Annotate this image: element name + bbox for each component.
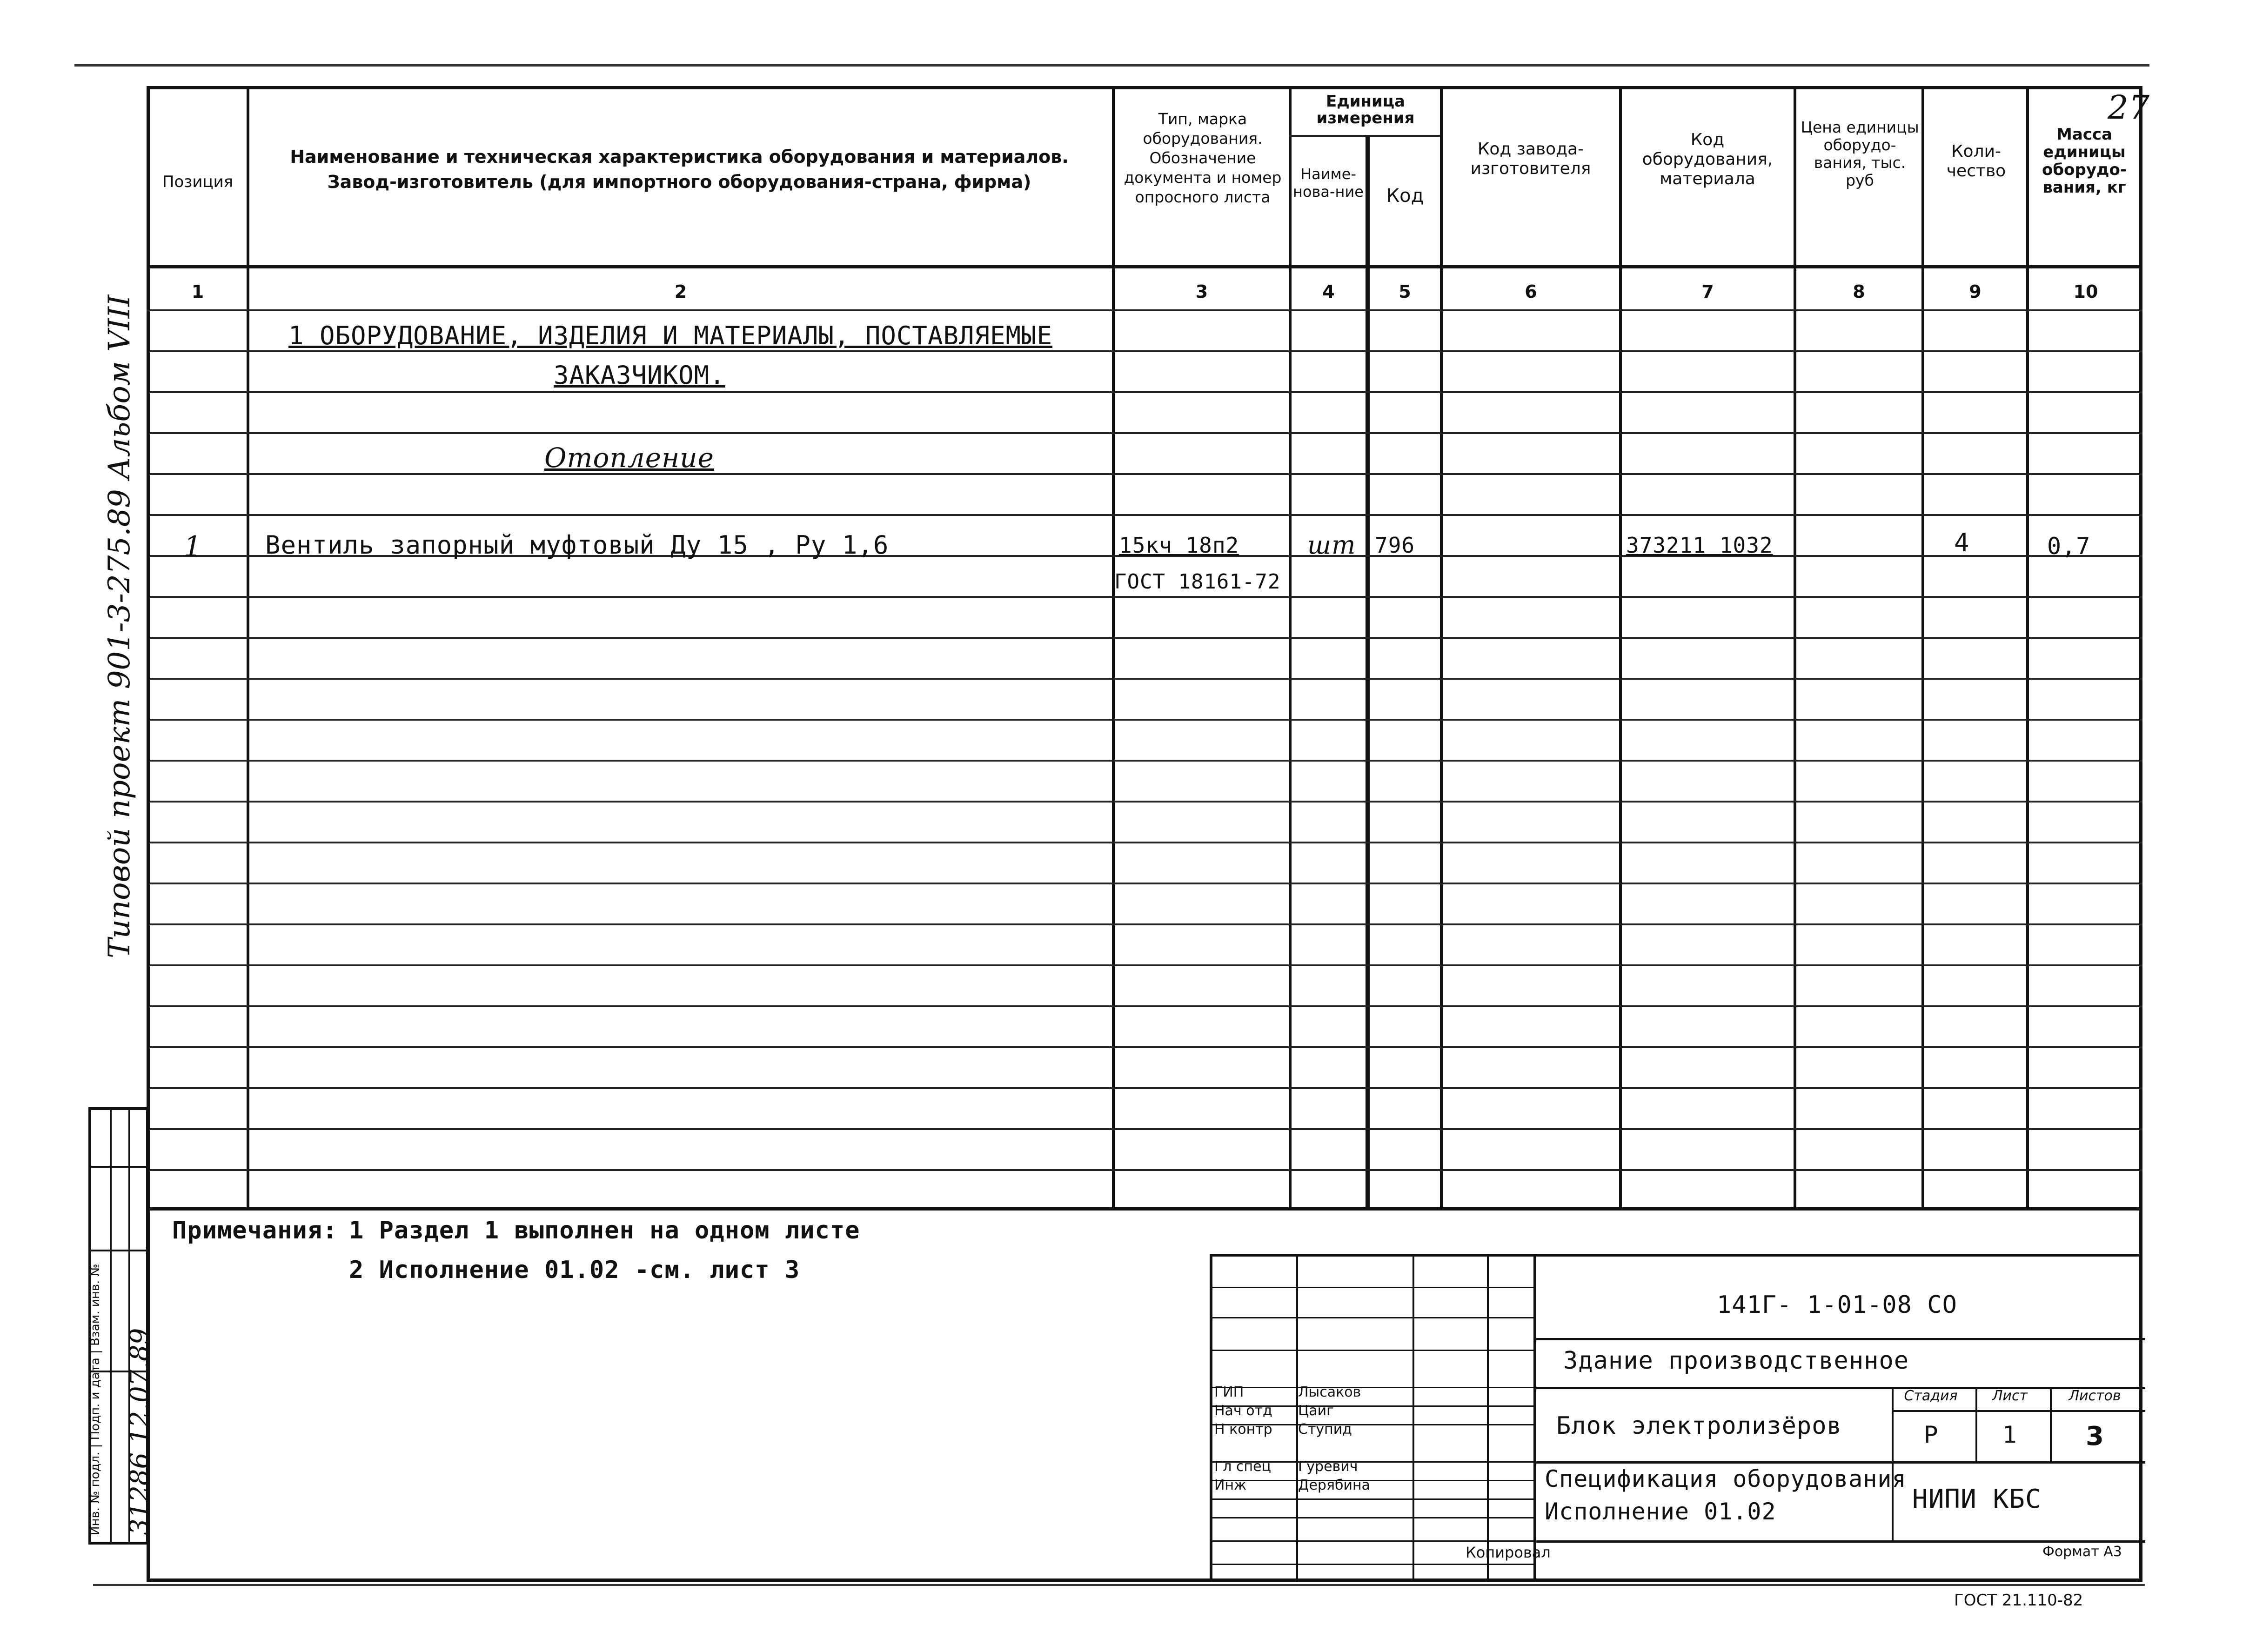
copied-label: Копировал xyxy=(1466,1544,1551,1561)
col-header-9: Коли-чество xyxy=(1946,142,2006,181)
table-row-line xyxy=(149,923,2142,925)
signature-name: Гуревич xyxy=(1298,1458,1358,1475)
signature-role: Гл спец xyxy=(1214,1458,1271,1475)
table-row-line xyxy=(149,473,2142,475)
row-1-equipment-code: 373211 1032 xyxy=(1626,533,1773,558)
building-name: Здание производственное xyxy=(1563,1347,1909,1375)
signature-grid-line xyxy=(1212,1498,1536,1500)
col-line-8 xyxy=(1921,86,1924,1207)
signature-grid-line xyxy=(1212,1287,1536,1288)
col-line-2 xyxy=(1112,86,1115,1207)
row-1-mass: 0,7 xyxy=(2047,533,2091,560)
table-row-line xyxy=(149,1087,2142,1089)
col-header-2: Наименование и техническая характеристика оборудования и материалов. Завод-изготовитель (для импортного оборудования-страна, фирма) xyxy=(290,147,1069,192)
sheet-label: Лист xyxy=(1992,1388,2028,1404)
section-title-line1: 1 ОБОРУДОВАНИЕ, ИЗДЕЛИЯ И МАТЕРИАЛЫ, ПОСТАВЛЯЕМЫЕ xyxy=(288,321,1053,350)
top-border-line xyxy=(74,64,2149,67)
table-row-line xyxy=(149,964,2142,966)
table-row-line xyxy=(149,1128,2142,1130)
table-row-line xyxy=(149,801,2142,803)
signature-grid-line xyxy=(1212,1387,1536,1388)
row-1-position: 1 xyxy=(184,530,202,563)
sheets-label: Листов xyxy=(2069,1388,2121,1404)
table-row-line xyxy=(149,514,2142,516)
signature-role: ГИП xyxy=(1214,1384,1244,1400)
col-number-6: 6 xyxy=(1525,281,1537,302)
col-number-7: 7 xyxy=(1701,281,1714,302)
sheets-value: 3 xyxy=(2086,1421,2104,1451)
title-line1: Спецификация оборудования xyxy=(1545,1465,1907,1492)
unit-group-header: Единица измерения xyxy=(1316,92,1415,127)
col-header-6: Код завода-изготовителя xyxy=(1470,140,1591,178)
col-number-9: 9 xyxy=(1969,281,1982,302)
table-row-line xyxy=(149,1169,2142,1171)
notes-label: Примечания: xyxy=(172,1217,338,1244)
signature-name: Лысаков xyxy=(1298,1384,1361,1400)
stage-value: Р xyxy=(1923,1421,1938,1448)
col-number-4: 4 xyxy=(1322,281,1335,302)
table-row-line xyxy=(149,637,2142,639)
col-header-3: Тип, марка оборудования. Обозначение документа и номер опросного листа xyxy=(1124,110,1282,206)
col-line-7 xyxy=(1794,86,1796,1207)
col-line-3 xyxy=(1289,86,1292,1207)
sheet-value: 1 xyxy=(2002,1421,2017,1448)
signature-grid-line xyxy=(1212,1350,1536,1351)
signature-role: Инж xyxy=(1214,1477,1247,1493)
col-header-7: Код оборудования, материала xyxy=(1642,130,1773,188)
col-header-10: Масса единицы оборудо-вания, кг xyxy=(2042,125,2127,197)
signature-role: Н контр xyxy=(1214,1421,1272,1438)
side-label: Типовой проект 901-3-275.89 Альбом VIII xyxy=(102,294,137,958)
table-row-line xyxy=(149,883,2142,884)
title-line2: Исполнение 01.02 xyxy=(1545,1498,1776,1525)
signature-grid-line xyxy=(1212,1517,1536,1518)
table-row-line xyxy=(149,432,2142,434)
row-1-name: Вентиль запорный муфтовый Ду 15 , Ру 1,6 xyxy=(265,530,889,560)
stamp-box-handwriting: 31286 12.07.89 xyxy=(125,1328,155,1535)
row-1-unit-name: шт xyxy=(1307,530,1356,560)
subsection-title: Отопление xyxy=(544,442,714,474)
col-header-4: Наиме-нова-ние xyxy=(1293,165,1364,201)
col-header-5: Код xyxy=(1386,185,1424,207)
gost-label: ГОСТ 21.110-82 xyxy=(1954,1591,2083,1610)
sheet-number: 27 xyxy=(2108,88,2150,127)
table-row-line xyxy=(149,1046,2142,1048)
col-number-5: 5 xyxy=(1399,281,1411,302)
col-line-5 xyxy=(1440,86,1443,1207)
table-row-line xyxy=(149,596,2142,598)
stamp-box-labels: Инв. № подл. | Подп. и дата | Взам. инв. № xyxy=(88,1264,102,1535)
row-1-type-mark: 15кч 18п2 xyxy=(1119,533,1239,558)
col-number-10: 10 xyxy=(2073,281,2098,302)
col-number-line xyxy=(147,309,2142,311)
stage-label: Стадия xyxy=(1904,1388,1958,1404)
note-2: 2 Исполнение 01.02 -см. лист 3 xyxy=(349,1256,800,1284)
signature-grid-line xyxy=(1212,1480,1536,1481)
organization: НИПИ КБС xyxy=(1912,1484,2042,1514)
col-header-1: Позиция xyxy=(162,173,234,191)
bottom-border-line xyxy=(93,1584,2145,1586)
signature-role: Нач отд xyxy=(1214,1403,1272,1419)
table-row-line xyxy=(149,350,2142,352)
section-title-line2: ЗАКАЗЧИКОМ. xyxy=(554,361,725,390)
table-row-line xyxy=(149,760,2142,762)
table-bottom-line xyxy=(147,1207,2142,1211)
col-line-1 xyxy=(247,86,249,1207)
table-row-line xyxy=(149,1005,2142,1007)
signature-name: Дерябина xyxy=(1298,1477,1370,1493)
row-1-type-doc: ГОСТ 18161-72 xyxy=(1114,570,1281,594)
row-1-quantity: 4 xyxy=(1954,528,1970,557)
header-bottom-line xyxy=(147,265,2142,268)
table-row-line xyxy=(149,391,2142,393)
table-row-line xyxy=(149,842,2142,843)
signature-grid-line xyxy=(1212,1564,1536,1565)
col-line-9 xyxy=(2026,86,2029,1207)
signature-grid-line xyxy=(1212,1317,1536,1318)
col-number-8: 8 xyxy=(1853,281,1865,302)
table-row-line xyxy=(149,678,2142,680)
signature-name: Ступид xyxy=(1298,1421,1352,1438)
table-row-line xyxy=(149,719,2142,721)
signature-name: Цаиг xyxy=(1298,1403,1334,1419)
signature-grid-line xyxy=(1212,1540,1536,1542)
object-name: Блок электролизёров xyxy=(1556,1412,1842,1440)
doc-code: 141Г- 1-01-08 СО xyxy=(1717,1291,1957,1319)
unit-group-line xyxy=(1289,135,1440,137)
format-label: Формат А3 xyxy=(2042,1544,2122,1560)
col-number-1: 1 xyxy=(191,281,204,302)
col-header-8: Цена единицы оборудо-вания, тыс. руб xyxy=(1801,118,1919,189)
note-1: 1 Раздел 1 выполнен на одном листе xyxy=(349,1217,860,1244)
col-number-3: 3 xyxy=(1195,281,1208,302)
col-number-2: 2 xyxy=(674,281,687,302)
col-line-6 xyxy=(1619,86,1622,1207)
row-1-unit-code: 796 xyxy=(1375,533,1415,558)
